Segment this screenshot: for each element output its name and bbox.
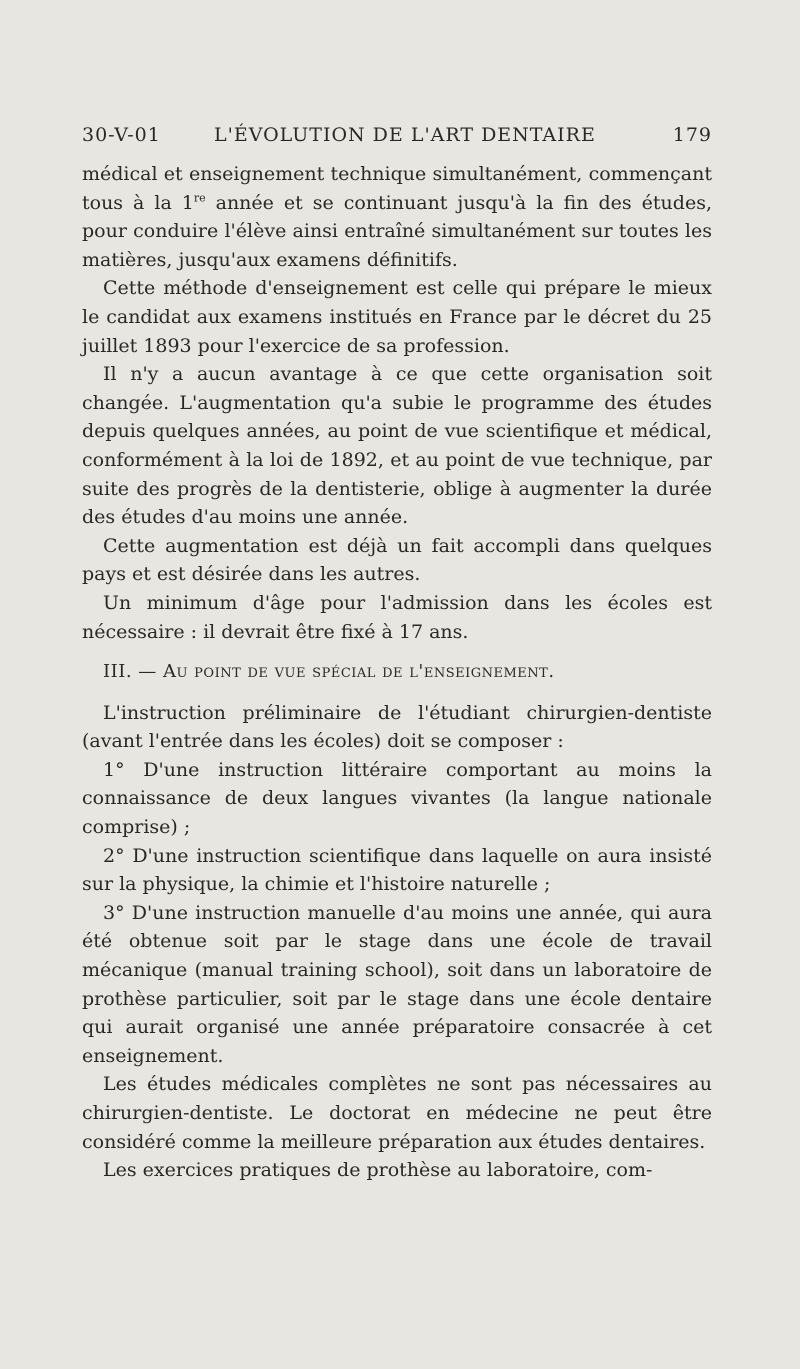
paragraph-text: médical et enseignement technique simultanément, commençant tous à la 1 bbox=[82, 163, 712, 214]
folio-date: 30-V-01 bbox=[82, 124, 161, 146]
paragraph-text: année et se continuant jusqu'à la fin des études, pour conduire l'élève ainsi entraîné simultanément sur toutes les matières, jusqu'aux examens définitifs. bbox=[82, 191, 712, 271]
paragraph: Les études médicales complètes ne sont pas nécessaires au chirurgien-dentiste. Le doctorat en médecine ne peut être considéré comme la meilleure préparation aux études dentaires. bbox=[82, 1073, 712, 1153]
paragraph-continued bbox=[82, 160, 712, 274]
list-item: 2° D'une instruction scientifique dans laquelle on aura insisté sur la physique, la chimie et l'histoire naturelle ; bbox=[82, 844, 712, 896]
paragraph: Il n'y a aucun avantage à ce que cette organisation soit changée. L'augmentation qu'a subie le programme des études depuis quelques années, au point de vue scientifique et médical, conformément à la loi de 1892, et au point de vue technique, par suite des progrès de la dentisterie, oblige à augmenter la durée des études d'au moins une année. bbox=[82, 363, 712, 529]
paragraph: L'instruction préliminaire de l'étudiant chirurgien-dentiste (avant l'entrée dans les écoles) doit se composer : bbox=[82, 701, 712, 753]
paragraph: Cette augmentation est déjà un fait accompli dans quelques pays et est désirée dans les autres. bbox=[82, 534, 712, 586]
section-heading: III. — Au point de vue spécial de l'enseignement. bbox=[103, 661, 555, 683]
list-item: 3° D'une instruction manuelle d'au moins une année, qui aura été obtenue soit par le stage dans une école de travail mécanique (manual training school), soit dans un laboratoire de prothèse particulier, soit par le stage dans une école dentaire qui aurait organisé une année préparatoire consacrée à cet enseignement. bbox=[82, 901, 712, 1067]
list-item: 1° D'une instruction littéraire comportant au moins la connaissance de deux langues vivantes (la langue nationale comprise) ; bbox=[82, 758, 712, 839]
page-body bbox=[82, 160, 712, 1185]
paragraph: Les exercices pratiques de prothèse au laboratoire, com- bbox=[103, 1159, 653, 1182]
ordinal-superscript: re bbox=[193, 191, 206, 205]
running-title: L'ÉVOLUTION DE L'ART DENTAIRE bbox=[214, 124, 596, 146]
paragraph: Cette méthode d'enseignement est celle qui prépare le mieux le candidat aux examens institués en France par le décret du 25 juillet 1893 pour l'exercice de sa profession. bbox=[82, 277, 712, 357]
page-number: 179 bbox=[672, 124, 712, 146]
paragraph: Un minimum d'âge pour l'admission dans les écoles est nécessaire : il devrait être fixé à 17 ans. bbox=[82, 591, 712, 643]
running-header bbox=[82, 124, 712, 154]
